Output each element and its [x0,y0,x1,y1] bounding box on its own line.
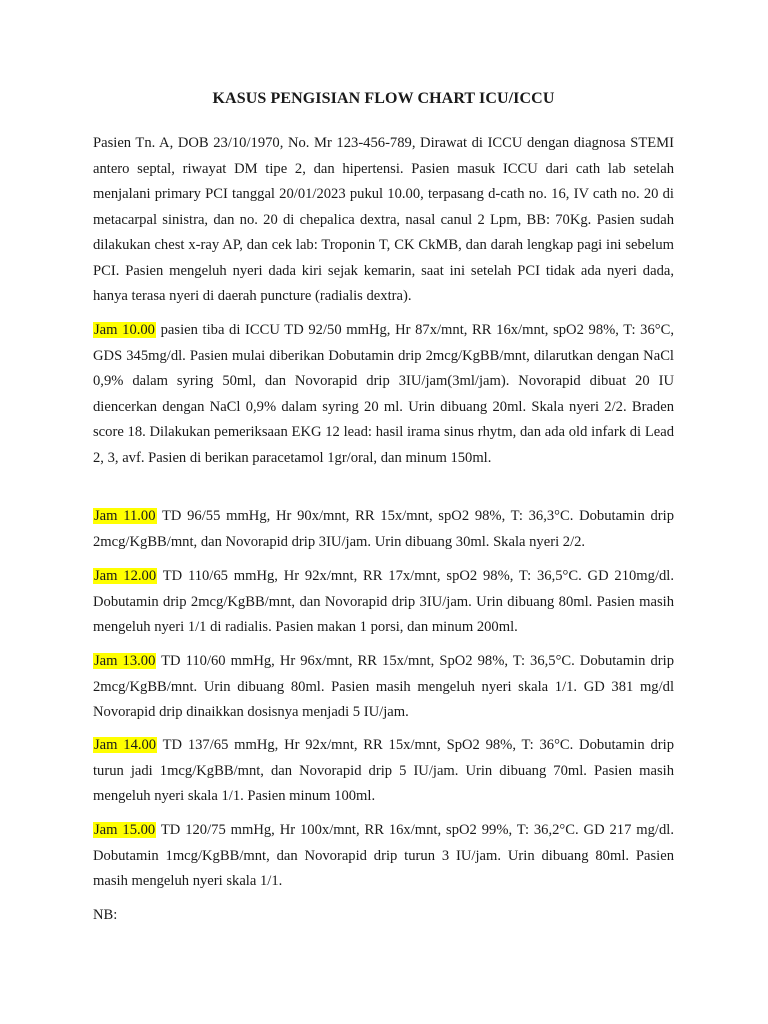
entry-paragraph-1500 [93,818,674,895]
entry-paragraph-1000 [93,318,674,471]
entry-paragraph-1100 [93,504,674,555]
entry-text: TD 110/65 mmHg, Hr 92x/mnt, RR 17x/mnt, spO2 98%, T: 36,5°C. GD 210mg/dl. Dobutamin drip 2mcg/KgBB/mnt, dan Novorapid drip 3IU/jam. Urin dibuang 80ml. Pasien masih mengeluh nyeri 1/1 di radialis. Pasien makan 1 porsi, dan minum 200ml. [93,568,674,635]
entry-text: TD 137/65 mmHg, Hr 92x/mnt, RR 15x/mnt, SpO2 98%, T: 36°C. Dobutamin drip turun jadi 1mcg/KgBB/mnt, dan Novorapid drip 5 IU/jam. Urin dibuang 70ml. Pasien masih mengeluh nyeri skala 1/1. Pasien minum 100ml. [93,737,674,804]
document-title: KASUS PENGISIAN FLOW CHART ICU/ICCU [212,90,555,107]
entry-text: TD 110/60 mmHg, Hr 96x/mnt, RR 15x/mnt, SpO2 98%, T: 36,5°C. Dobutamin drip 2mcg/KgBB/mnt. Urin dibuang 80ml. Pasien masih mengeluh nyeri skala 1/1. GD 381 mg/dl Novorapid drip dinaikkan dosisnya menjadi 5 IU/jam. [93,653,674,720]
time-highlight: Jam 11.00 [94,508,156,524]
entry-paragraph-1400 [93,733,674,810]
time-highlight: Jam 13.00 [94,653,156,669]
entry-text: pasien tiba di ICCU TD 92/50 mmHg, Hr 87x/mnt, RR 16x/mnt, spO2 98%, T: 36°C, GDS 345mg/dl. Pasien mulai diberikan Dobutamin drip 2mcg/KgBB/mnt, dilarutkan dengan NaCl 0,9% dalam syring 50ml, dan Novorapid drip 3IU/jam(3ml/jam). Novorapid dibuat 20 IU diencerkan dengan NaCl 0,9% dalam syring 20 ml. Urin dibuang 20ml. Skala nyeri 2/2. Braden score 18. Dilakukan pemeriksaan EKG 12 lead: hasil irama sinus rhytm, dan ada old infark di Lead 2, 3, avf. Pasien di berikan paracetamol 1gr/oral, dan minum 150ml. [93,322,674,466]
time-highlight: Jam 10.00 [94,322,155,338]
time-highlight: Jam 14.00 [94,737,157,753]
entry-paragraph-1200 [93,564,674,641]
entry-text: TD 96/55 mmHg, Hr 90x/mnt, RR 15x/mnt, spO2 98%, T: 36,3°C. Dobutamin drip 2mcg/KgBB/mnt, dan Novorapid drip 3IU/jam. Urin dibuang 30ml. Skala nyeri 2/2. [93,508,674,550]
intro-paragraph: Pasien Tn. A, DOB 23/10/1970, No. Mr 123-456-789, Dirawat di ICCU dengan diagnosa STEMI antero septal, riwayat DM tipe 2, dan hipertensi. Pasien masuk ICCU dari cath lab setelah menjalani primary PCI tanggal 20/01/2023 pukul 10.00, terpasang d-cath no. 16, IV cath no. 20 di metacarpal sinistra, dan no. 20 di chepalica dextra, nasal canul 2 Lpm, BB: 70Kg. Pasien sudah dilakukan chest x-ray AP, dan cek lab: Troponin T, CK CkMB, dan darah lengkap pagi ini sebelum PCI. Pasien mengeluh nyeri dada kiri sejak kemarin, saat ini setelah PCI tidak ada nyeri dada, hanya terasa nyeri di daerah puncture (radialis dextra). [93,135,674,304]
time-highlight: Jam 15.00 [94,822,156,838]
entry-text: TD 120/75 mmHg, Hr 100x/mnt, RR 16x/mnt, spO2 99%, T: 36,2°C. GD 217 mg/dl. Dobutamin 1mcg/KgBB/mnt, dan Novorapid drip turun 3 IU/jam. Urin dibuang 80ml. Pasien masih mengeluh nyeri skala 1/1. [93,822,674,889]
nb-label: NB: [93,907,118,923]
entry-paragraph-1300 [93,649,674,726]
time-highlight: Jam 12.00 [94,568,157,584]
